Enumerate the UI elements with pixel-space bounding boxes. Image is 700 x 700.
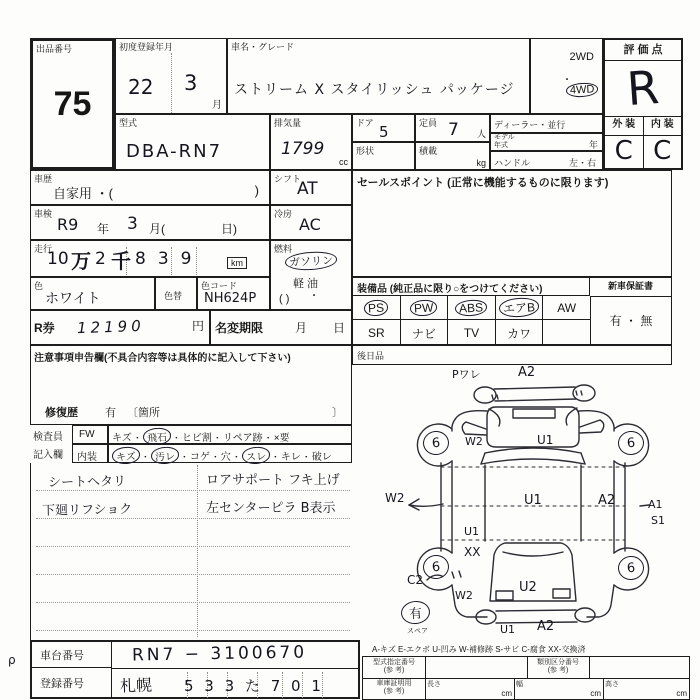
equipment-item-circled: エアB [499,297,540,318]
inspector-item: 破レ [311,452,332,463]
separator: ・ [210,452,220,462]
inspector-item: コゲ [189,452,210,463]
damage-annotation: XX [464,545,481,559]
class-number-label: 類別区分番号 [537,659,579,666]
r-ticket-label: R券 [34,321,55,335]
model-code-label: 型式 [119,118,138,128]
mileage-cell [30,240,270,277]
car-name-value: ストリーム X スタイリッシュ パッケージ [234,82,515,98]
fuel-cell [270,240,352,310]
color-code-value: NH624P [204,291,257,306]
caution-box [30,345,352,425]
shift-cell [270,170,352,205]
score-value: R [625,59,661,117]
equipment-item: SR [353,320,401,346]
inspector-label-1: 検査員 [33,432,63,443]
model-number-value-cell [425,657,528,679]
height-label: 高さ [605,681,619,688]
inspection-month: 3 [127,214,138,234]
ac-value: AC [299,215,321,234]
dotted-rule [36,602,350,603]
damage-annotation: W2 [385,491,405,505]
color-change-label: 色替 [164,291,183,301]
garage-sub: (参 考) [383,688,405,695]
first-registration-year: 22 [128,75,154,99]
inspector-row2-items [108,444,352,463]
inspector-item-circled: キズ [112,446,141,464]
damage-annotation: A2 [537,619,555,634]
mileage-unit: km [227,257,247,269]
tire-tread-mark: 6 [617,555,645,581]
inspector-item: キレ [280,452,301,463]
equipment-item-circled: PS [364,299,389,316]
inspector-item-circled: スレ [241,446,270,464]
score-subvalues [605,134,681,168]
equipment-row1 [353,296,590,320]
displacement-value: 1799 [281,139,325,159]
exterior-score: C [605,134,644,168]
score-box [603,38,683,170]
height-cell [603,678,689,699]
dotted-rule [36,546,350,547]
history-cell [30,170,270,205]
fuel-diesel: 軽 油 [293,278,319,290]
chassis-value: RN7 − 3100670 [131,642,308,666]
equipment-item: ナビ [401,320,449,346]
later-items-cell [352,345,672,365]
lot-number-wrap [33,41,112,167]
later-items-label: 後日品 [357,351,385,361]
caution-label: 注意事項申告欄(不具合内容等は具体的に記入して下さい) [34,353,291,364]
model-number-label: 型式指定番号 [373,659,415,666]
shape-label: 形状 [356,146,375,156]
inspector-row2-head-cell [72,444,108,463]
separator: ・ [212,433,222,443]
month-unit: 月 [212,100,222,111]
inspector-item-circled: 飛石 [142,427,171,445]
mileage-man: 10 [47,249,69,269]
score-subheader [605,116,681,136]
score-value-wrap [605,60,681,116]
drivetrain-separator: ・ [562,75,572,86]
height-unit: cm [676,689,687,698]
load-label: 積載 [419,146,438,156]
equipment-box [352,277,672,345]
damage-annotation: U2 [519,580,537,595]
displacement-unit: cc [339,157,348,167]
remark-note: シートヘタリ [47,474,127,491]
separator: ・ [270,452,280,462]
inspector-item: ヒビ割 [181,433,212,444]
damage-legend: A-キズ E-エクボ U-凹み W-補修跡 S-サビ C-腐食 XX-交換済 [372,645,586,654]
inspection-month-unit: 月( [149,222,165,236]
repair-history-label: 修復歴 [45,407,78,419]
id-table [30,640,360,699]
model-code-value: DBA-RN7 [126,141,223,162]
width-label: 幅 [516,681,523,688]
capacity-label: 定員 [419,118,438,128]
inspector-label-2: 記入欄 [33,450,63,461]
lot-box [30,38,115,170]
capacity-unit: 人 [476,129,486,139]
dotted-rule [36,630,350,631]
color-code-label: 色コード [201,281,238,291]
first-registration-label: 初度登録年月 [119,42,174,52]
fuel-other: ( ) [279,293,290,305]
model-number-label-cell [363,657,426,679]
warranty-label: 新車保証書 [590,278,671,297]
equipment-item-circled: ABS [455,299,488,317]
mileage-sen: 2 [95,249,106,269]
registration-region: 札幌 [119,675,153,696]
dotted-divider [171,53,172,113]
fuel-separator: ・ [309,291,319,302]
shift-value: AT [297,179,318,199]
damage-annotation: A1 [648,498,663,511]
history-label: 車歴 [34,174,53,184]
lot-label: 出品番号 [36,44,73,54]
width-cell [514,678,604,699]
dotted-rule [36,490,350,491]
doors-cell [352,114,415,142]
model-number-sub: (参 考) [383,667,405,674]
inspection-year: R9 [57,215,79,234]
registration-label: 登録番号 [32,668,112,697]
inspector-row2-head: 内装 [77,452,97,463]
length-cell [425,678,515,699]
load-unit: kg [476,158,486,168]
damage-annotation: A2 [598,493,616,508]
equipment-label: 装備品 (純正品に限り○をつけてください) [353,278,590,296]
inspector-item: リペア跡 [222,433,263,444]
garage-label-cell [363,678,426,699]
inspector-item-circled: 汚レ [150,446,179,464]
mileage-label: 走行 [34,244,53,254]
model-code-cell [115,114,270,170]
repair-history-value: 有 [105,407,116,419]
name-change-label: 名変期限 [215,321,264,335]
color-cell [30,277,155,310]
damage-annotation: U1 [537,433,554,447]
inspector-item: キズ [112,433,132,444]
separator: ・ [179,452,189,462]
separator: ・ [132,433,142,443]
class-number-sub: (参 考) [547,667,569,674]
class-number-value-cell [589,657,689,679]
car-name-cell [227,38,530,114]
score-title: 評 価 点 [605,40,681,61]
length-label: 長さ [427,681,441,688]
equipment-row2 [353,320,590,346]
dealer-cell [490,114,603,133]
length-unit: cm [501,689,512,698]
damage-annotation: U1 [524,493,542,508]
r-ticket-unit: 円 [191,319,204,333]
first-registration-month: 3 [184,71,198,95]
registration-value-cell [112,668,358,697]
history-value: 自家用 ・( [53,186,113,201]
tire-tread-mark: 6 [422,554,450,580]
remark-note: 下廻リフショク [41,502,133,519]
displacement-cell [270,114,352,170]
repair-location-open: 〔箇所 [127,407,160,419]
garage-label: 車庫証明用 [376,680,412,687]
doors-value: 5 [379,123,389,141]
model-year-label1: モデル [494,134,515,141]
dealer-label: ディーラー・並行 [494,120,566,130]
tire-tread-mark: 6 [422,430,450,456]
fuel-label: 燃料 [274,244,293,254]
ac-label: 冷房 [274,209,293,219]
handle-cell [490,151,603,170]
tire-tread-mark: 6 [617,430,645,456]
damage-annotation: C2 [407,573,424,587]
car-name-label: 車名・グレード [231,42,295,52]
shift-label: シフト [274,174,302,184]
inspection-year-unit: 年 [97,222,110,236]
repair-location-close: 〕 [332,407,343,419]
doors-label: ドア [356,118,374,128]
history-close: ) [254,183,259,198]
dotted-rule [36,518,350,519]
spare-tire-label: スペア [407,627,428,635]
equipment-item: TV [448,320,496,346]
load-cell [415,142,490,170]
inspector-item: 穴 [220,452,231,463]
separator: ・ [263,433,273,443]
model-year-unit: 年 [588,140,598,150]
separator: ・ [140,452,150,462]
displacement-label: 排気量 [274,118,302,128]
inspector-row1-head-cell [72,425,108,444]
drivetrain-2wd: 2WD [569,51,594,63]
capacity-value: 7 [448,120,459,140]
model-year-cell [490,133,603,151]
sales-point-box [352,170,672,277]
spare-tire-mark: 有 [400,600,431,626]
class-number-label-cell [527,657,590,679]
equipment-item-circled: PW [410,299,438,316]
capacity-cell [415,114,490,142]
stray-pen-mark: ρ [8,653,16,667]
shape-cell [352,142,415,170]
r-ticket-value: 12190 [76,316,146,338]
chassis-label: 車台番号 [32,642,112,668]
damage-annotation: S1 [651,514,665,527]
interior-score: C [653,136,672,166]
handle-value: 左・右 [568,158,596,168]
lot-number: 75 [53,84,92,123]
model-year-label2: 年式 [494,142,508,149]
drivetrain-4wd-circled: 4WD [565,82,598,98]
mileage-sen-unit: 千 [111,249,131,273]
r-ticket-cell [30,310,210,345]
mileage-rest: 839 [135,249,204,269]
damage-annotation: W2 [455,589,473,602]
remark-note: ロアサポート フキ上げ [206,473,340,488]
drivetrain-cell [530,38,603,114]
ac-cell [270,205,352,240]
color-code-cell [197,277,270,310]
inspector-row1-items [108,425,352,444]
name-change-day: 日 [332,321,345,335]
equipment-item: AW [543,296,590,320]
damage-annotation: U1 [464,525,480,538]
sales-point-label: セールスポイント (正常に機能するものに限ります) [357,177,609,189]
color-value: ホワイト [45,291,101,307]
registration-digits: 5 3 3 た 7 0 1 [184,677,324,695]
damage-annotation: A2 [518,365,536,380]
name-change-cell [210,310,352,345]
name-change-month: 月 [295,321,308,335]
car-diagram [355,365,672,640]
damage-annotation: Pワレ [452,368,481,381]
equipment-item: カワ [496,320,544,346]
damage-annotation: W2 [465,435,483,448]
handle-label: ハンドル [494,158,531,168]
equipment-item [543,320,590,346]
interior-label: 内 装 [650,119,674,130]
inspector-item: ×要 [273,433,290,444]
exterior-label: 外 装 [605,117,644,135]
inspection-day-unit: 日) [221,222,237,236]
dotted-rule [36,574,350,575]
first-registration-cell [115,38,227,114]
fuel-gasoline-circled: ガソリン [285,251,338,272]
mileage-man-unit: 万 [71,249,91,273]
inspector-row1-head: FW [79,429,95,440]
reference-table [362,656,690,700]
color-change-cell [155,277,197,310]
width-unit: cm [590,689,601,698]
separator: ・ [171,433,181,443]
remark-note: 左センターピラ B表示 [206,501,336,516]
inspection-label: 車検 [34,209,53,219]
separator: ・ [231,452,241,462]
inspection-cell [30,205,270,240]
separator: ・ [301,452,311,462]
color-label: 色 [34,281,44,291]
warranty-value: 有 ・ 無 [590,296,671,344]
damage-annotation: U1 [500,623,516,636]
